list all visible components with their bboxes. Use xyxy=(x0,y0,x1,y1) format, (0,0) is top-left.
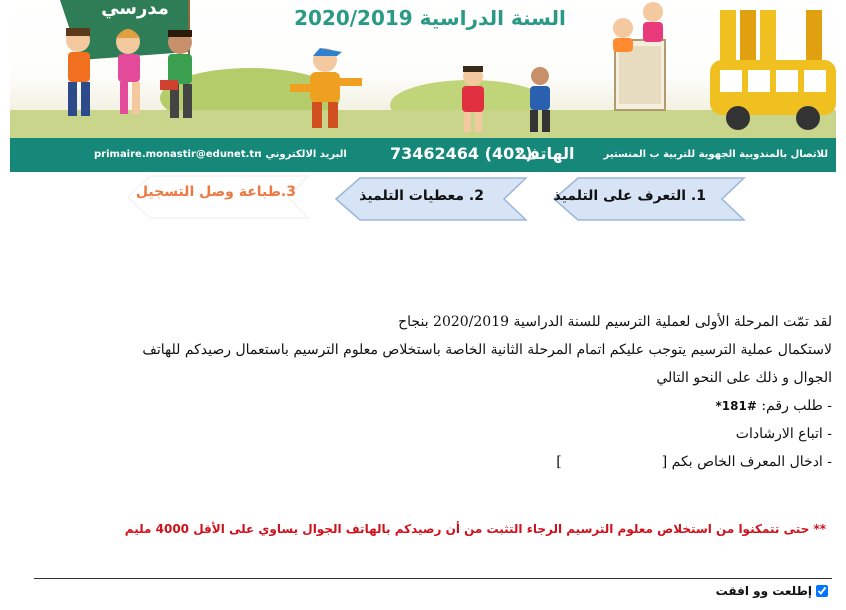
divider xyxy=(34,578,832,579)
header-banner xyxy=(10,0,836,138)
step-1-identify-student[interactable] xyxy=(552,176,746,222)
agreement-checkbox[interactable] xyxy=(816,585,828,597)
success-line: لقد تمّت المرحلة الأولى لعملية الترسيم للسنة الدراسية 2020/2019 بنجاح xyxy=(398,314,832,330)
list-item xyxy=(40,392,832,420)
girl-illustration xyxy=(448,64,498,134)
dial-prefix: - طلب رقم: xyxy=(761,398,832,414)
page-title: السنة الدراسية 2020/2019 xyxy=(294,6,566,30)
instruction-line-cont: الجوال و ذلك على النحو التالي xyxy=(656,370,832,386)
contact-label: للاتصال بالمندوبية الجهوية للتربية ب المنستير xyxy=(603,149,828,160)
agreement-checkbox-row[interactable] xyxy=(716,584,828,598)
list-item xyxy=(40,448,832,476)
phone-label: الهاتف: xyxy=(515,144,575,163)
balance-warning-note: ** حتى تتمكنوا من استخلاص معلوم الترسيم الرجاء التثبت من أن رصيدكم بالهاتف الجوال يساوي على الأقل 4000 مليم xyxy=(124,522,826,536)
children-walking-illustration xyxy=(40,20,240,135)
email-label: البريد الالكتروني : xyxy=(258,149,347,160)
email-address: primaire.monastir@edunet.tn xyxy=(94,149,262,160)
step-2-label: 2. معطيات التلميذ xyxy=(359,188,484,204)
step-3-print-receipt[interactable] xyxy=(126,174,310,220)
instruction-line: لاستكمال عملية الترسيم يتوجب عليكم اتمام المرحلة الثانية الخاصة باستخلاص معلوم الترسيم باستعمال رصيدكم للهاتف xyxy=(142,342,832,358)
identifier-suffix: ] xyxy=(556,454,562,470)
phone-number: 73462464 (402) xyxy=(390,144,533,163)
running-kid-illustration xyxy=(510,66,570,134)
identifier-prefix: - ادخال المعرف الخاص بكم [ xyxy=(661,454,832,470)
dial-code: #181* xyxy=(715,399,757,413)
flag-text: مدرسي xyxy=(101,0,169,19)
step-3-label: 3.طباعة وصل التسجيل xyxy=(135,184,296,200)
running-boy-illustration xyxy=(280,44,370,134)
list-item: - اتباع الارشادات xyxy=(735,426,832,442)
step-2-student-data[interactable] xyxy=(334,176,528,222)
step-1-label: 1. التعرف على التلميذ xyxy=(553,188,706,204)
agreement-label: إطلعت وو افقت xyxy=(715,584,812,598)
confirmation-message xyxy=(40,308,832,476)
school-bus-illustration xyxy=(710,10,836,135)
contact-info-bar xyxy=(10,138,836,172)
